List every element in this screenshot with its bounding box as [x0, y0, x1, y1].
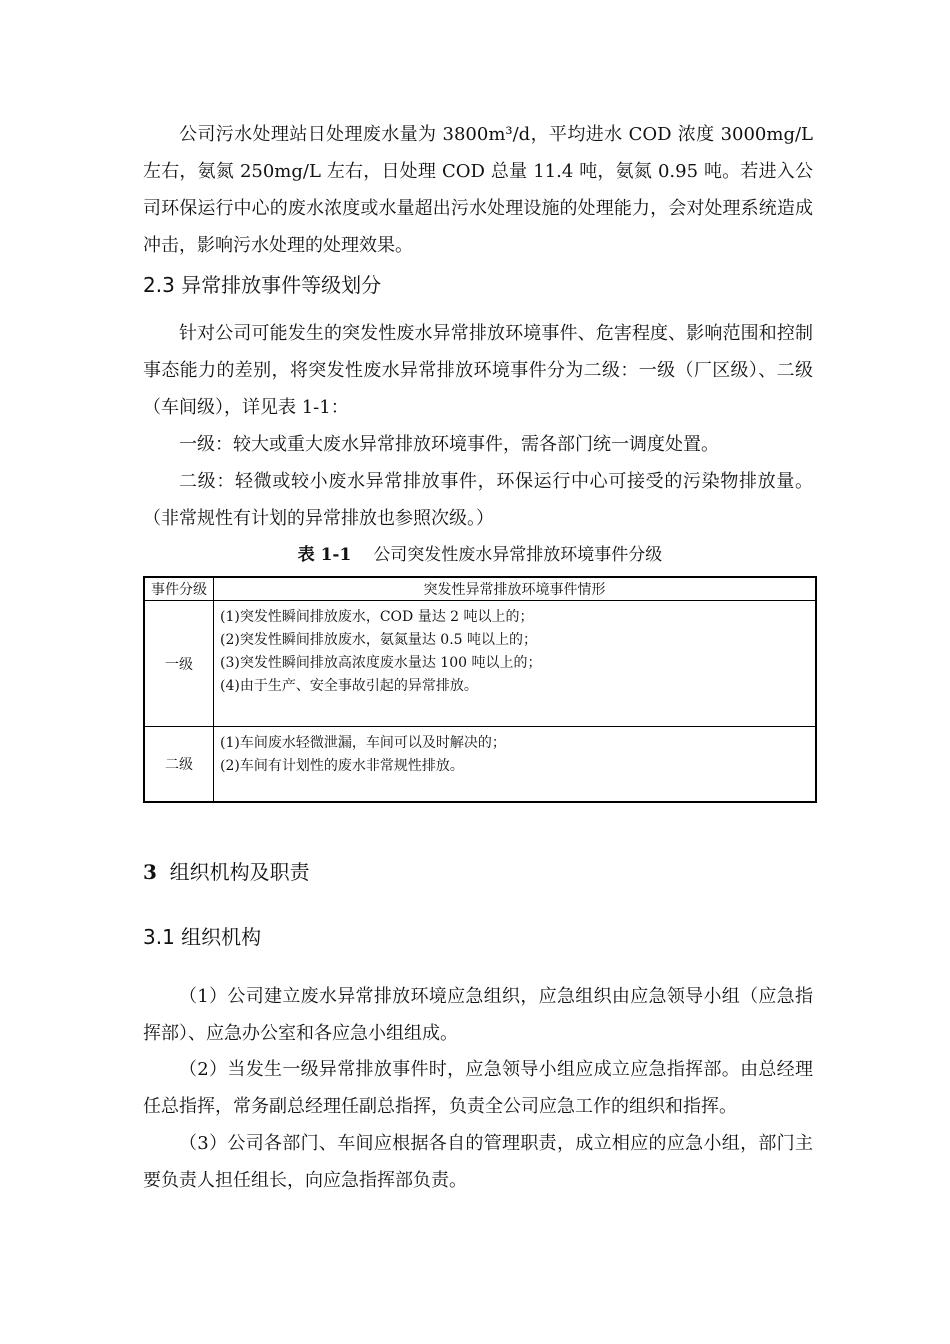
section-2-3-intro: 针对公司可能发生的突发性废水异常排放环境事件、危害程度、影响范围和控制事态能力的差别，将突发性废水异常排放环境事件分为二级：一级（厂区级）、二级（车间级），详见表 1-1： [143, 323, 813, 418]
situation-cell [214, 727, 817, 803]
level1-definition: 一级：较大或重大废水异常排放环境事件，需各部门统一调度处置。 [179, 434, 719, 455]
situation-item: (4)由于生产、安全事故引起的异常排放。 [220, 678, 478, 694]
table-header-row [144, 577, 816, 601]
level2-definition: 二级：轻微或较小废水异常排放事件，环保运行中心可接受的污染物排放量。（非常规性有计划的异常排放也参照次级。） [143, 471, 813, 529]
section-3-title [143, 857, 310, 887]
situation-item: (2)车间有计划性的废水非常规性排放。 [220, 758, 464, 774]
situation-cell [214, 601, 817, 727]
paragraph-wastewater-capacity: 公司污水处理站日处理废水量为 3800m³/d，平均进水 COD 浓度 3000mg/L 左右，氨氮 250mg/L 左右，日处理 COD 总量 11.4 吨，氨氮 0.95 吨。若进入公司环保运行中心的废水浓度或水量超出污水处理设施的处理能力，会对处理系统造成冲击，影响污水处理的处理效果。 [143, 124, 813, 256]
level-cell: 一级 [144, 601, 214, 727]
org-paragraph-3: （3）公司各部门、车间应根据各自的管理职责，成立相应的应急小组，部门主要负责人担任组长，向应急指挥部负责。 [143, 1133, 813, 1191]
situation-item: (2)突发性瞬间排放废水，氨氮量达 0.5 吨以上的； [220, 632, 537, 648]
table-row [144, 601, 816, 727]
situation-item: (3)突发性瞬间排放高浓度废水量达 100 吨以上的； [220, 655, 542, 671]
org-paragraph-2: （2）当发生一级异常排放事件时，应急领导小组应成立应急指挥部。由总经理任总指挥，常务副总经理任副总指挥，负责全公司应急工作的组织和指挥。 [143, 1059, 813, 1117]
table-caption-number: 表 1-1 [297, 545, 352, 565]
header-situation: 突发性异常排放环境事件情形 [214, 577, 817, 601]
event-classification-table [143, 576, 817, 803]
section-3-1-title: 3.1 组织机构 [143, 925, 262, 949]
header-level: 事件分级 [144, 577, 214, 601]
situation-item: (1)车间废水轻微泄漏，车间可以及时解决的； [220, 735, 506, 751]
table-row [144, 727, 816, 803]
section-3-number: 3 [143, 860, 157, 884]
level-cell: 二级 [144, 727, 214, 803]
org-paragraph-1: （1）公司建立废水异常排放环境应急组织，应急组织由应急领导小组（应急指挥部）、应急办公室和各应急小组组成。 [143, 986, 813, 1044]
situation-item: (1)突发性瞬间排放废水，COD 量达 2 吨以上的； [220, 609, 534, 625]
section-3-text: 组织机构及职责 [169, 860, 310, 884]
table-caption-text: 公司突发性废水异常排放环境事件分级 [373, 545, 663, 565]
section-2-3-title: 2.3 异常排放事件等级划分 [143, 273, 382, 297]
table-caption [143, 542, 817, 568]
